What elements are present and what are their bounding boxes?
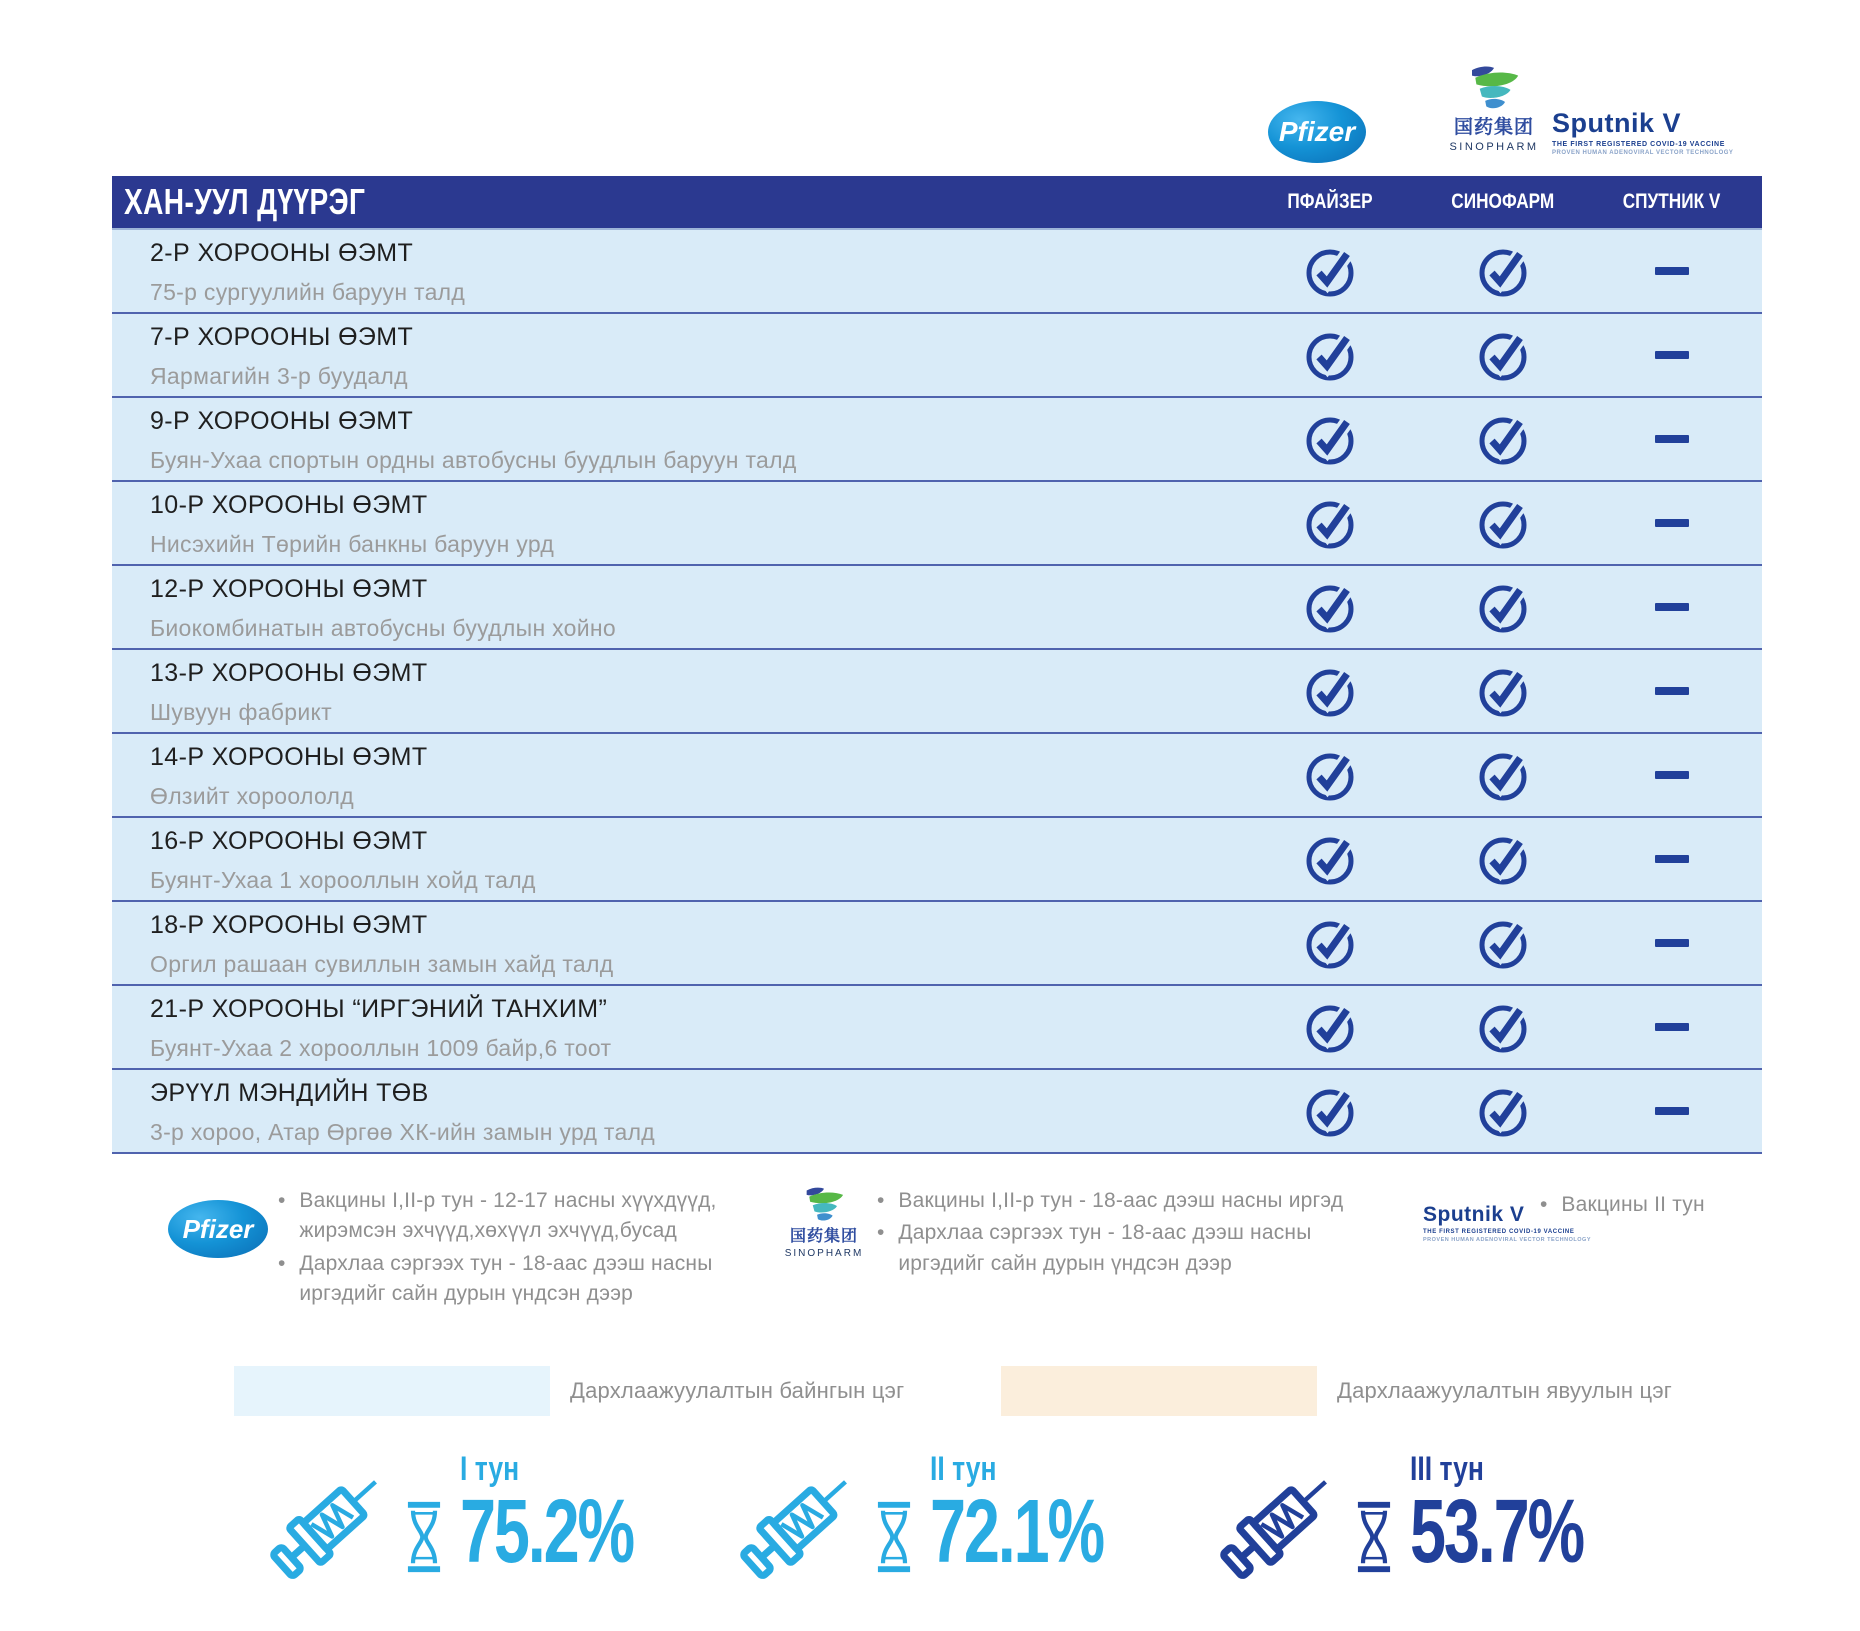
pfizer-availability-cell bbox=[1302, 230, 1358, 312]
check-icon bbox=[1475, 999, 1531, 1055]
table-row bbox=[112, 902, 1762, 986]
dose-3-stat bbox=[1200, 1436, 1650, 1601]
dose-2-stat bbox=[720, 1436, 1170, 1601]
sinopharm-cn-text: 国药集团 bbox=[1453, 117, 1534, 138]
dose-percentage: 72.1% bbox=[930, 1482, 1103, 1582]
sputnik-availability-cell bbox=[1644, 818, 1700, 900]
center-name: 13-Р ХОРООНЫ ӨЭМТ bbox=[150, 659, 428, 687]
check-icon bbox=[1475, 411, 1531, 467]
pfizer-logo bbox=[1268, 101, 1366, 163]
table-row bbox=[112, 1070, 1762, 1154]
check-icon bbox=[1302, 663, 1358, 719]
table-row bbox=[112, 398, 1762, 482]
sputnik-availability-cell bbox=[1644, 1070, 1700, 1152]
pfizer-availability-cell bbox=[1302, 398, 1358, 480]
check-icon bbox=[1302, 411, 1358, 467]
sinopharm-cn-text: 国药集团 bbox=[789, 1228, 858, 1245]
sputnik-logo bbox=[1552, 110, 1772, 156]
sputnik-logo-text: Sputnik V bbox=[1552, 108, 1682, 138]
sputnik-availability-cell bbox=[1644, 482, 1700, 564]
check-icon bbox=[1475, 495, 1531, 551]
sinopharm-en-text: SINOPHARM bbox=[1449, 140, 1539, 153]
sinopharm-swirl-icon bbox=[1461, 64, 1527, 118]
center-name: 16-Р ХОРООНЫ ӨЭМТ bbox=[150, 827, 428, 855]
sputnik-availability-cell bbox=[1644, 986, 1700, 1068]
dash-icon bbox=[1655, 1023, 1689, 1031]
pfizer-logo-text: Pfizer bbox=[1278, 116, 1356, 147]
bullet-icon: • bbox=[278, 1189, 286, 1212]
pfizer-availability-cell bbox=[1302, 650, 1358, 732]
check-icon bbox=[1302, 999, 1358, 1055]
note-text: Вакцины I,II-р тун - 18-аас дээш насны иргэд bbox=[898, 1189, 1344, 1212]
bullet-icon: • bbox=[278, 1251, 286, 1275]
center-name: 9-Р ХОРООНЫ ӨЭМТ bbox=[150, 407, 414, 435]
pfizer-availability-cell bbox=[1302, 986, 1358, 1068]
center-name: 2-Р ХОРООНЫ ӨЭМТ bbox=[150, 239, 414, 267]
check-icon bbox=[1302, 327, 1358, 383]
check-icon bbox=[1475, 663, 1531, 719]
note-text: Дархлаа сэргээх тун - 18-аас дээш насны иргэдийг сайн дурын үндсэн дээр bbox=[898, 1221, 1312, 1275]
note-text: Дархлаа сэргээх тун - 18-аас дээш насны иргэдийг сайн дурын үндсэн дээр bbox=[299, 1251, 713, 1306]
sinopharm-availability-cell bbox=[1475, 1070, 1531, 1152]
sputnik-tagline-1: THE FIRST REGISTERED COVID-19 VACCINE bbox=[1423, 1229, 1575, 1235]
district-title: ХАН-УУЛ ДҮҮРЭГ bbox=[124, 181, 366, 222]
dash-icon bbox=[1655, 267, 1689, 275]
column-header-sinopharm: СИНОФАРМ bbox=[1451, 190, 1555, 213]
note-item bbox=[877, 1186, 1377, 1216]
sinopharm-availability-cell bbox=[1475, 650, 1531, 732]
sinopharm-en-text: SINOPHARM bbox=[784, 1247, 864, 1259]
syringe-icon bbox=[720, 1436, 870, 1601]
center-name: 14-Р ХОРООНЫ ӨЭМТ bbox=[150, 743, 428, 771]
dose-percentage: 53.7% bbox=[1410, 1482, 1583, 1582]
sinopharm-availability-cell bbox=[1475, 818, 1531, 900]
sputnik-availability-cell bbox=[1644, 314, 1700, 396]
center-name: ЭРҮҮЛ МЭНДИЙН ТӨВ bbox=[150, 1079, 429, 1107]
sputnik-availability-cell bbox=[1644, 650, 1700, 732]
note-item bbox=[278, 1186, 758, 1247]
note-item bbox=[877, 1218, 1377, 1279]
check-icon bbox=[1475, 243, 1531, 299]
check-icon bbox=[1302, 747, 1358, 803]
sinopharm-availability-cell bbox=[1475, 902, 1531, 984]
sputnik-availability-cell bbox=[1644, 566, 1700, 648]
dash-icon bbox=[1655, 519, 1689, 527]
dash-icon bbox=[1655, 351, 1689, 359]
pfizer-availability-cell bbox=[1302, 482, 1358, 564]
sinopharm-logo-small bbox=[776, 1186, 872, 1259]
table-row bbox=[112, 650, 1762, 734]
center-location: Өлзийт хороололд bbox=[150, 783, 354, 809]
sputnik-availability-cell bbox=[1644, 398, 1700, 480]
pfizer-logo-small bbox=[168, 1200, 268, 1258]
center-name: 21-Р ХОРООНЫ “ИРГЭНИЙ ТАНХИМ” bbox=[150, 995, 608, 1023]
table-row bbox=[112, 734, 1762, 818]
hourglass-icon bbox=[402, 1498, 446, 1576]
center-location: Яармагийн 3-р буудалд bbox=[150, 363, 408, 389]
check-icon bbox=[1475, 831, 1531, 887]
column-header-pfizer: ПФАЙЗЕР bbox=[1287, 190, 1373, 213]
center-name: 10-Р ХОРООНЫ ӨЭМТ bbox=[150, 491, 428, 519]
sinopharm-availability-cell bbox=[1475, 986, 1531, 1068]
pfizer-availability-cell bbox=[1302, 314, 1358, 396]
check-icon bbox=[1302, 915, 1358, 971]
dose-percentage: 75.2% bbox=[460, 1482, 633, 1582]
center-location: Шувуун фабрикт bbox=[150, 699, 332, 725]
sputnik-tagline-1: THE FIRST REGISTERED COVID-19 VACCINE bbox=[1552, 141, 1725, 148]
table-body bbox=[112, 228, 1762, 1154]
center-location: Оргил рашаан сувиллын замын хайд талд bbox=[150, 951, 614, 977]
note-item bbox=[1540, 1190, 1840, 1220]
table-row bbox=[112, 230, 1762, 314]
note-item bbox=[278, 1249, 758, 1310]
center-location: Буянт-Ухаа 1 хорооллын хойд талд bbox=[150, 867, 536, 893]
column-header-sputnik: СПУТНИК V bbox=[1623, 190, 1721, 213]
sinopharm-logo bbox=[1432, 64, 1556, 153]
sinopharm-availability-cell bbox=[1475, 398, 1531, 480]
dash-icon bbox=[1655, 939, 1689, 947]
sputnik-tagline-2: PROVEN HUMAN ADENOVIRAL VECTOR TECHNOLOGY bbox=[1423, 1237, 1591, 1243]
sputnik-tagline-2: PROVEN HUMAN ADENOVIRAL VECTOR TECHNOLOGY bbox=[1552, 150, 1734, 156]
check-icon bbox=[1302, 243, 1358, 299]
pfizer-availability-cell bbox=[1302, 1070, 1358, 1152]
dose-label: II тун bbox=[930, 1450, 997, 1488]
sinopharm-swirl-icon bbox=[798, 1186, 850, 1228]
fixed-point-label: Дархлаажуулалтын байнгын цэг bbox=[570, 1378, 905, 1403]
pfizer-availability-cell bbox=[1302, 818, 1358, 900]
check-icon bbox=[1302, 579, 1358, 635]
center-location: 3-р хороо, Атар Өргөө ХК-ийн замын урд талд bbox=[150, 1119, 656, 1145]
dose-1-stat bbox=[250, 1436, 700, 1601]
fixed-point-swatch bbox=[234, 1366, 550, 1416]
dash-icon bbox=[1655, 435, 1689, 443]
sinopharm-notes bbox=[877, 1186, 1377, 1279]
mobile-point-swatch bbox=[1001, 1366, 1317, 1416]
mobile-point-label: Дархлаажуулалтын явуулын цэг bbox=[1337, 1378, 1672, 1403]
check-icon bbox=[1475, 1083, 1531, 1139]
sputnik-availability-cell bbox=[1644, 734, 1700, 816]
check-icon bbox=[1302, 1083, 1358, 1139]
dash-icon bbox=[1655, 771, 1689, 779]
sputnik-availability-cell bbox=[1644, 902, 1700, 984]
check-icon bbox=[1475, 579, 1531, 635]
sinopharm-availability-cell bbox=[1475, 734, 1531, 816]
dose-label: III тун bbox=[1410, 1450, 1484, 1488]
sinopharm-availability-cell bbox=[1475, 482, 1531, 564]
hourglass-icon bbox=[872, 1498, 916, 1576]
bullet-icon: • bbox=[877, 1221, 885, 1245]
bullet-icon: • bbox=[1540, 1193, 1548, 1216]
sinopharm-availability-cell bbox=[1475, 314, 1531, 396]
sinopharm-availability-cell bbox=[1475, 566, 1531, 648]
table-header bbox=[112, 176, 1762, 228]
center-location: 75-р сургуулийн баруун талд bbox=[150, 279, 466, 305]
table-row bbox=[112, 566, 1762, 650]
table-row bbox=[112, 482, 1762, 566]
sputnik-logo-text: Sputnik V bbox=[1423, 1203, 1525, 1226]
center-name: 7-Р ХОРООНЫ ӨЭМТ bbox=[150, 323, 414, 351]
center-location: Нисэхийн Төрийн банкны баруун урд bbox=[150, 531, 555, 557]
check-icon bbox=[1302, 831, 1358, 887]
check-icon bbox=[1302, 495, 1358, 551]
dash-icon bbox=[1655, 687, 1689, 695]
sinopharm-availability-cell bbox=[1475, 230, 1531, 312]
pfizer-availability-cell bbox=[1302, 566, 1358, 648]
center-location: Буян-Ухаа спортын ордны автобусны буудлын баруун талд bbox=[150, 447, 797, 473]
note-text: Вакцины II тун bbox=[1561, 1193, 1705, 1216]
table-row bbox=[112, 818, 1762, 902]
pfizer-availability-cell bbox=[1302, 902, 1358, 984]
syringe-icon bbox=[1200, 1436, 1350, 1601]
center-location: Буянт-Ухаа 2 хорооллын 1009 байр,6 тоот bbox=[150, 1035, 612, 1061]
hourglass-icon bbox=[1352, 1498, 1396, 1576]
dose-label: I тун bbox=[460, 1450, 520, 1488]
bullet-icon: • bbox=[877, 1189, 885, 1212]
vaccine-table bbox=[112, 176, 1762, 1154]
table-row bbox=[112, 314, 1762, 398]
dash-icon bbox=[1655, 1107, 1689, 1115]
sputnik-notes bbox=[1540, 1190, 1840, 1220]
center-name: 12-Р ХОРООНЫ ӨЭМТ bbox=[150, 575, 428, 603]
center-name: 18-Р ХОРООНЫ ӨЭМТ bbox=[150, 911, 428, 939]
dash-icon bbox=[1655, 603, 1689, 611]
check-icon bbox=[1475, 747, 1531, 803]
check-icon bbox=[1475, 915, 1531, 971]
check-icon bbox=[1475, 327, 1531, 383]
pfizer-logo-text: Pfizer bbox=[182, 1213, 254, 1244]
center-location: Биокомбинатын автобусны буудлын хойно bbox=[150, 615, 617, 641]
syringe-icon bbox=[250, 1436, 400, 1601]
note-text: Вакцины I,II-р тун - 12-17 насны хүүхдүүд, жирэмсэн эхчүүд,хөхүүл эхчүүд,бусад bbox=[299, 1189, 717, 1243]
sputnik-availability-cell bbox=[1644, 230, 1700, 312]
table-row bbox=[112, 986, 1762, 1070]
pfizer-notes bbox=[278, 1186, 758, 1310]
dash-icon bbox=[1655, 855, 1689, 863]
pfizer-availability-cell bbox=[1302, 734, 1358, 816]
